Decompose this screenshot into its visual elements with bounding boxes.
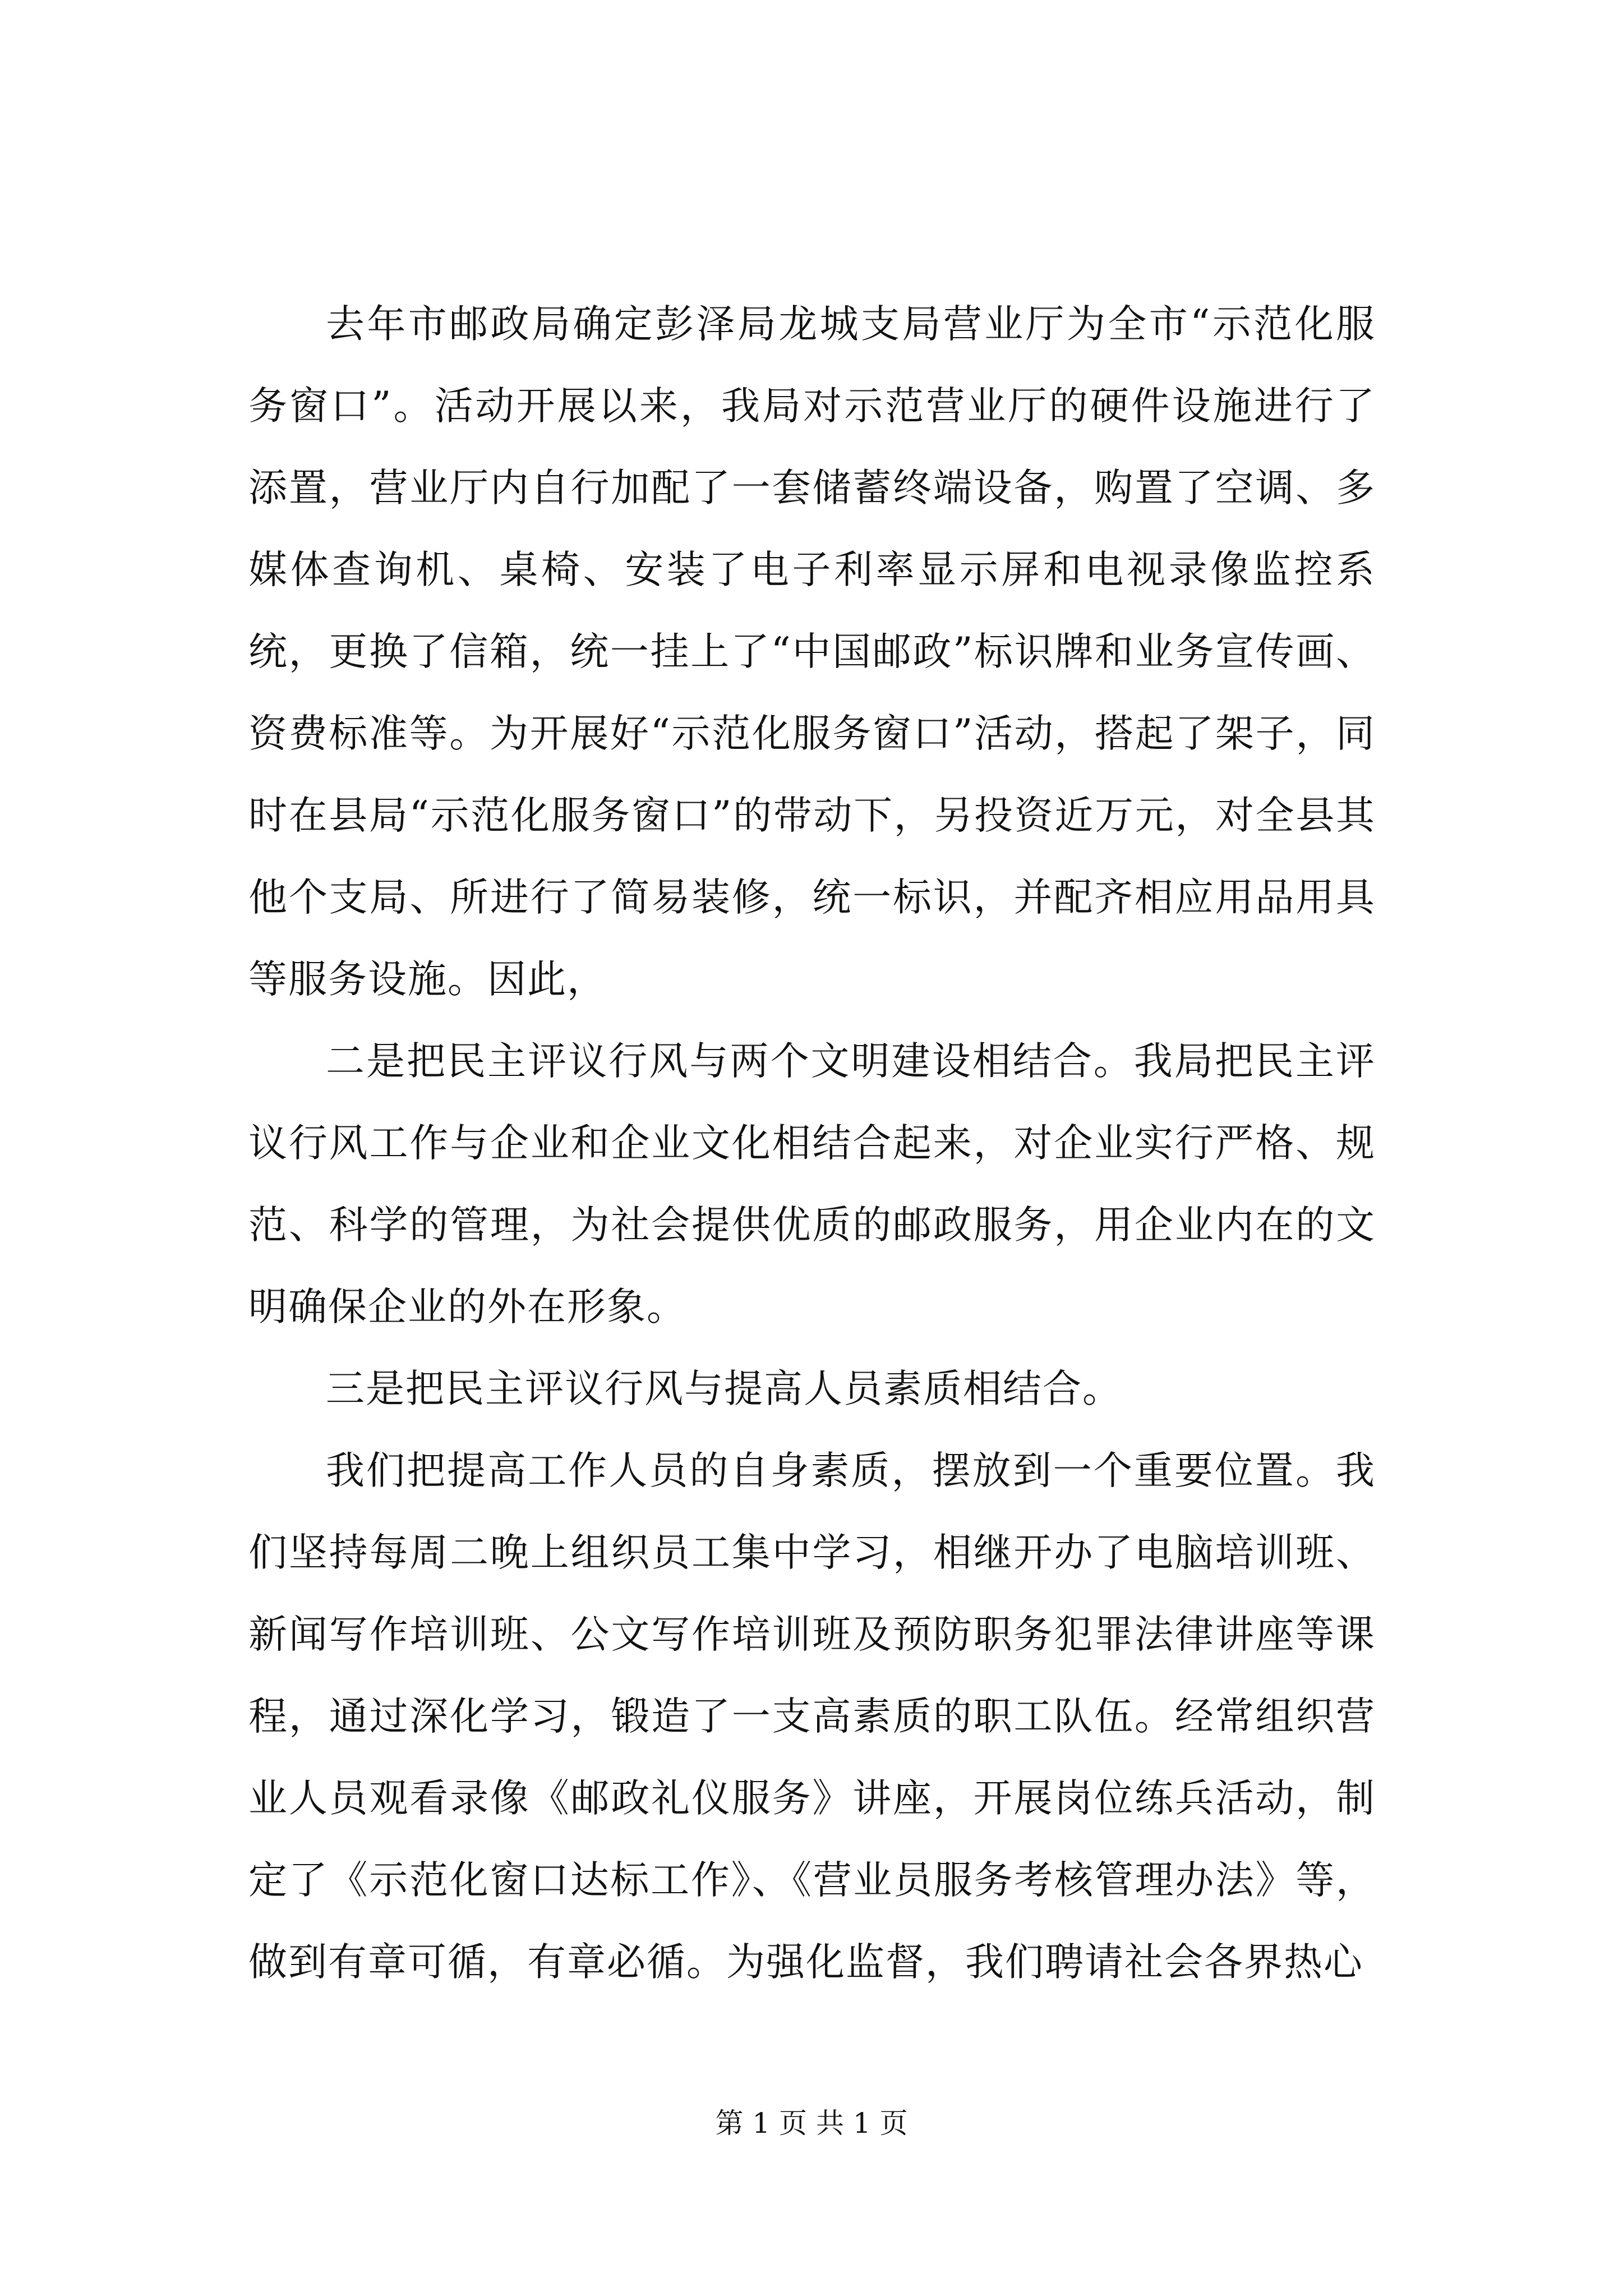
paragraph-1: 去年市邮政局确定彭泽局龙城支局营业厅为全市“示范化服务窗口”。活动开展以来，我局对示范营业厅的硬件设施进行了添置，营业厅内自行加配了一套储蓄终端设备，购置了空调、多媒体查询机、桌椅、安装了电子利率显示屏和电视录像监控系统，更换了信箱，统一挂上了“中国邮政”标识牌和业务宣传画、资费标准等。为开展好“示范化服务窗口”活动，搭起了架子，同时在县局“示范化服务窗口”的带动下，另投资近万元，对全县其他个支局、所进行了简易装修，统一标识，并配齐相应用品用具等服务设施。因此， — [248, 302, 1376, 1002]
page-footer: 第 1 页 共 1 页 — [715, 2107, 908, 2139]
paragraph-3: 三是把民主评议行风与提高人员素质相结合。 — [326, 1366, 1122, 1411]
document-body — [248, 283, 1376, 2003]
paragraph-4: 我们把提高工作人员的自身素质，摆放到一个重要位置。我们坚持每周二晚上组织员工集中学习，相继开办了电脑培训班、新闻写作培训班、公文写作培训班及预防职务犯罪法律讲座等课程，通过深化学习，锻造了一支高素质的职工队伍。经常组织营业人员观看录像《邮政礼仪服务》讲座，开展岗位练兵活动，制定了《示范化窗口达标工作》、《营业员服务考核管理办法》等，做到有章可循，有章必循。为强化监督，我们聘请社会各界热心 — [248, 1448, 1376, 1985]
paragraph-2: 二是把民主评议行风与两个文明建设相结合。我局把民主评议行风工作与企业和企业文化相结合起来，对企业实行严格、规范、科学的管理，为社会提供优质的邮政服务，用企业内在的文明确保企业的外在形象。 — [248, 1039, 1376, 1329]
